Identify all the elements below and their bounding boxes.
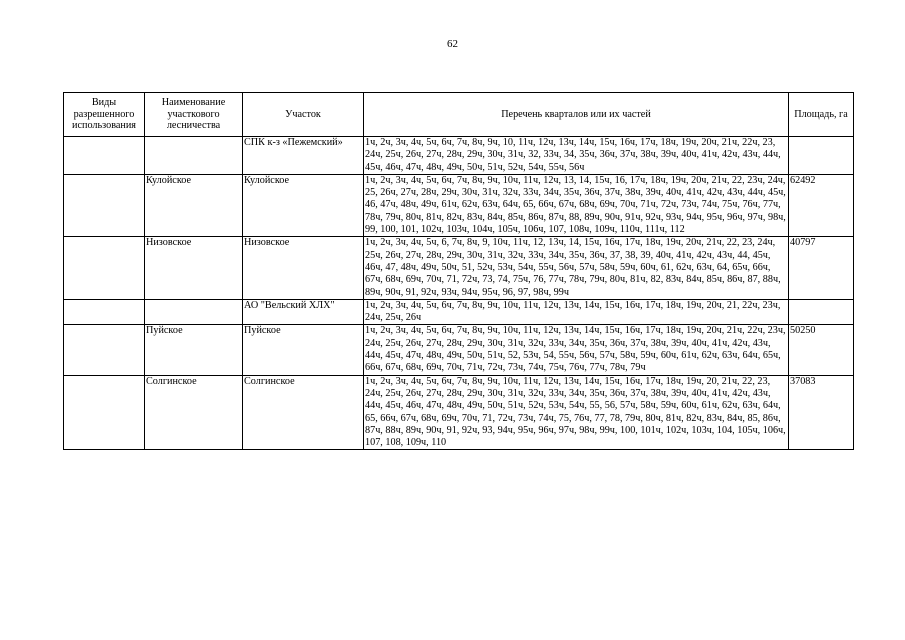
cell-area: 50250 (789, 325, 854, 375)
cell-use-type (64, 237, 145, 299)
cell-plot: АО "Вельский ХЛХ" (243, 299, 364, 325)
cell-use-type (64, 174, 145, 236)
cell-quarters: 1ч, 2ч, 3ч, 4ч, 5ч, 6ч, 7ч, 8ч, 9ч, 10ч, 11ч, 12ч, 13ч, 14ч, 15ч, 16ч, 17ч, 18ч, 19ч, 20, 21ч, 22, 23, 24ч, 25ч, 26ч, 27ч, 28ч, 29ч, 30ч, 31ч, 32ч, 33ч, 34ч, 35ч, 36ч, 37ч, 38ч, 39ч, 40ч, 41ч, 42ч, 43ч, 44ч, 45ч, 46ч, 47ч, 48ч, 49ч, 50ч, 51ч, 52ч, 53ч, 54ч, 55, 56, 57ч, 58ч, 59ч, 60ч, 61ч, 62ч, 63ч, 64ч, 65, 66ч, 67ч, 68ч, 69ч, 70ч, 71, 72ч, 73ч, 74ч, 75, 76ч, 77, 78, 79ч, 80ч, 81ч, 82ч, 83ч, 84ч, 85, 86ч, 87ч, 88ч, 89ч, 90ч, 91, 92ч, 93, 94ч, 95ч, 96ч, 97ч, 98ч, 99ч, 100, 101ч, 102ч, 103ч, 104, 105ч, 106ч, 107, 108, 109ч, 110 (364, 375, 789, 450)
table-row (64, 237, 854, 299)
page-number: 62 (447, 38, 458, 50)
table-row (64, 375, 854, 450)
cell-use-type (64, 137, 145, 175)
cell-plot: Пуйское (243, 325, 364, 375)
table-row (64, 325, 854, 375)
cell-forestry-name (145, 137, 243, 175)
cell-area (789, 299, 854, 325)
cell-forestry-name: Солгинское (145, 375, 243, 450)
table-row (64, 137, 854, 175)
cell-use-type (64, 325, 145, 375)
header-quarters-list: Перечень кварталов или их частей (364, 93, 789, 137)
cell-quarters: 1ч, 2ч, 3ч, 4ч, 5ч, 6, 7ч, 8ч, 9, 10ч, 11ч, 12, 13ч, 14, 15ч, 16ч, 17ч, 18ч, 19ч, 20ч, 21ч, 22, 23, 24ч, 25ч, 26ч, 27ч, 28ч, 29ч, 30ч, 31ч, 32ч, 33ч, 34ч, 35ч, 36ч, 37, 38, 39, 40ч, 41ч, 42ч, 43ч, 44, 45ч, 46ч, 47, 48ч, 49ч, 50ч, 51, 52ч, 53ч, 54ч, 55ч, 56ч, 57ч, 58ч, 59ч, 60ч, 61, 62ч, 63ч, 64, 65ч, 66ч, 67ч, 68ч, 69ч, 70ч, 71, 72ч, 73, 74, 75ч, 76, 77ч, 78ч, 79ч, 80ч, 81ч, 82, 83ч, 84ч, 85ч, 86ч, 87, 88ч, 89ч, 90ч, 91, 92ч, 93ч, 94ч, 95ч, 96, 97, 98ч, 99ч (364, 237, 789, 299)
cell-forestry-name: Низовское (145, 237, 243, 299)
header-plot: Участок (243, 93, 364, 137)
header-use-type: Виды разрешенного использования (64, 93, 145, 137)
table-row (64, 299, 854, 325)
cell-quarters: 1ч, 2ч, 3ч, 4ч, 5ч, 6ч, 7ч, 8ч, 9ч, 10ч, 11ч, 12ч, 13, 14, 15ч, 16, 17ч, 18ч, 19ч, 20ч, 21ч, 22, 23ч, 24ч, 25, 26ч, 27ч, 28ч, 29ч, 30ч, 31ч, 32ч, 33ч, 34ч, 35ч, 36ч, 37ч, 38ч, 39ч, 40ч, 41ч, 42ч, 43ч, 44ч, 45ч, 46, 47ч, 48ч, 49ч, 61ч, 62ч, 63ч, 64ч, 65, 66ч, 67ч, 68ч, 69ч, 70ч, 71ч, 72ч, 73ч, 74ч, 75ч, 76ч, 77ч, 78ч, 79ч, 80ч, 81ч, 82ч, 83ч, 84ч, 85ч, 86ч, 87ч, 88, 89ч, 90ч, 91ч, 92ч, 93ч, 94ч, 95ч, 96ч, 97ч, 98ч, 99, 100, 101, 102ч, 103ч, 104ч, 105ч, 106ч, 107, 108ч, 109ч, 110ч, 111ч, 112 (364, 174, 789, 236)
cell-area (789, 137, 854, 175)
header-forestry-name: Наименование участкового лесничества (145, 93, 243, 137)
cell-quarters: 1ч, 2ч, 3ч, 4ч, 5ч, 6ч, 7ч, 8ч, 9ч, 10ч, 11ч, 12ч, 13ч, 14ч, 15ч, 16ч, 17ч, 18ч, 19ч, 20ч, 21ч, 22ч, 23ч, 24ч, 25ч, 26ч, 27ч, 28ч, 29ч, 30ч, 31ч, 32ч, 33ч, 34ч, 35ч, 36ч, 37ч, 38ч, 39ч, 40ч, 41ч, 42ч, 43ч, 44ч, 45ч, 47ч, 48ч, 49ч, 50ч, 51ч, 52, 53ч, 54, 55ч, 56ч, 57ч, 58ч, 59ч, 60ч, 61ч, 62ч, 63ч, 64ч, 65ч, 66ч, 67ч, 68ч, 69ч, 70ч, 71ч, 72ч, 73ч, 74ч, 75ч, 76ч, 77ч, 78ч, 79ч (364, 325, 789, 375)
cell-plot: Низовское (243, 237, 364, 299)
forest-use-table (63, 92, 854, 450)
cell-area: 40797 (789, 237, 854, 299)
cell-plot: Кулойское (243, 174, 364, 236)
cell-forestry-name: Пуйское (145, 325, 243, 375)
cell-plot: Солгинское (243, 375, 364, 450)
cell-forestry-name (145, 299, 243, 325)
cell-quarters: 1ч, 2ч, 3ч, 4ч, 5ч, 6ч, 7ч, 8ч, 9ч, 10, 11ч, 12ч, 13ч, 14ч, 15ч, 16ч, 17ч, 18ч, 19ч, 20ч, 21ч, 22ч, 23, 24ч, 25ч, 26ч, 27ч, 28ч, 29ч, 30ч, 31ч, 32, 33ч, 34, 35ч, 36ч, 37ч, 38ч, 39ч, 40ч, 41ч, 42ч, 43ч, 44ч, 45ч, 46ч, 47ч, 48ч, 49ч, 50ч, 51ч, 52ч, 54ч, 55ч, 56ч (364, 137, 789, 175)
cell-forestry-name: Кулойское (145, 174, 243, 236)
cell-use-type (64, 299, 145, 325)
cell-quarters: 1ч, 2ч, 3ч, 4ч, 5ч, 6ч, 7ч, 8ч, 9ч, 10ч, 11ч, 12ч, 13ч, 14ч, 15ч, 16ч, 17ч, 18ч, 19ч, 20ч, 21, 22ч, 23ч, 24ч, 25ч, 26ч (364, 299, 789, 325)
cell-plot: СПК к-з «Пежемский» (243, 137, 364, 175)
table-header-row (64, 93, 854, 137)
table-row (64, 174, 854, 236)
cell-use-type (64, 375, 145, 450)
cell-area: 62492 (789, 174, 854, 236)
header-area: Площадь, га (789, 93, 854, 137)
cell-area: 37083 (789, 375, 854, 450)
